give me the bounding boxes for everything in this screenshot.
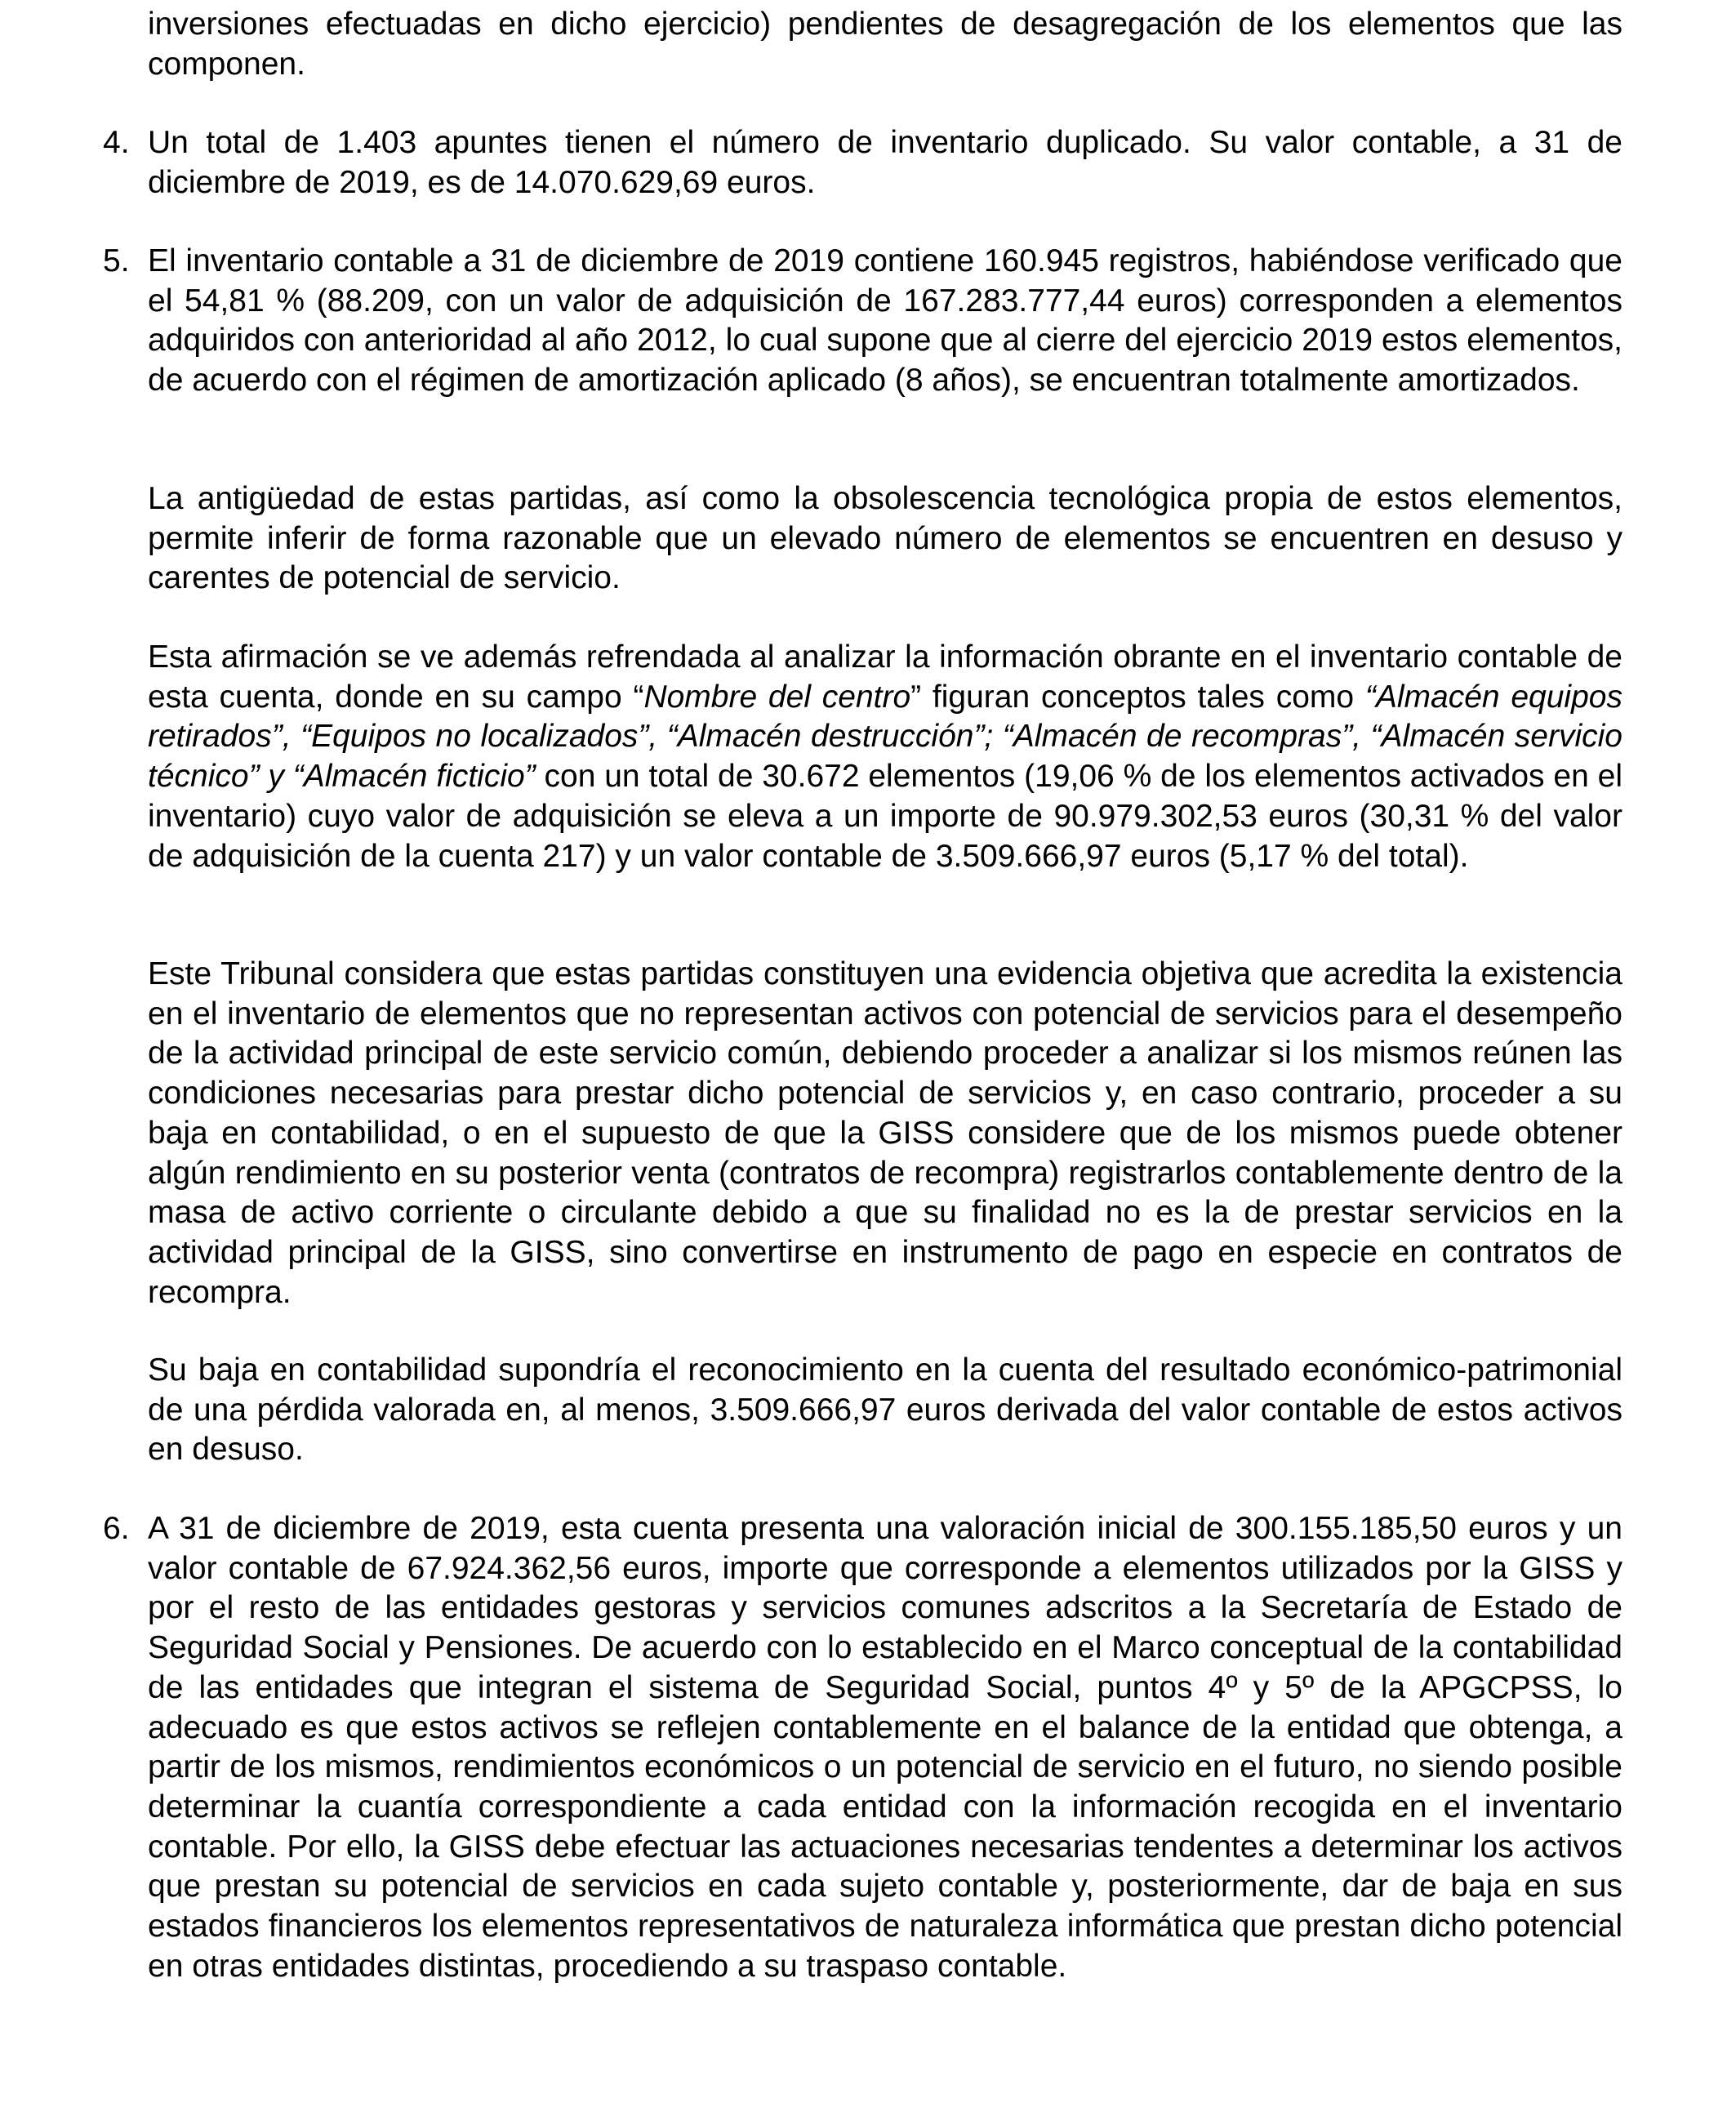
paragraph-baja: Su baja en contabilidad supondría el reconocimiento en la cuenta del resultado económico-patrimonial de una pérdida valorada en, al menos, 3.509.666,97 euros derivada del valor contable de estos activos en desuso. (148, 1352, 1622, 1468)
item-text: A 31 de diciembre de 2019, esta cuenta presenta una valoración inicial de 300.155.185,50 euros y un valor contable de 67.924.362,56 euros, importe que corresponde a elementos utilizados por la GISS y por el resto de las entidades gestoras y servicios comunes adscritos a la Secretaría de Estado de Seguridad Social y Pensiones. De acuerdo con lo establecido en el Marco conceptual de la contabilidad de las entidades que integran el sistema de Seguridad Social, puntos 4º y 5º de la APGCPSS, lo adecuado es que estos activos se reflejen contablemente en el balance de la entidad que obtenga, a partir de los mismos, rendimientos económicos o un potencial de servicio en el futuro, no siendo posible determinar la cuantía correspondiente a cada entidad con la información recogida en el inventario contable. Por ello, la GISS debe efectuar las actuaciones necesarias tendentes a determinar los activos que prestan su potencial de servicios en cada sujeto contable y, posteriormente, dar de baja en sus estados financieros los elementos representativos de naturaleza informática que prestan dicho potencial en otras entidades distintas, procediendo a su traspaso contable. (148, 1511, 1622, 1984)
item-text: El inventario contable a 31 de diciembre de 2019 contiene 160.945 registros, habiéndose verificado que el 54,81 % (88.209, con un valor de adquisición de 167.283.777,44 euros) corresponden a elementos adquiridos con anterioridad al año 2012, lo cual supone que al cierre del ejercicio 2019 estos elementos, de acuerdo con el régimen de amortización aplicado (8 años), se encuentran totalmente amortizados. (148, 243, 1622, 399)
paragraph-afirmacion: Esta afirmación se ve además refrendada al analizar la información obrante en el inventario contable de esta cuenta, donde en su campo “Nombre del centro” figuran conceptos tales como “Almacén equipos retirados”, “Equipos no localizados”, “Almacén destrucción”; “Almacén de recompras”, “Almacén servicio técnico” y “Almacén ficticio” con un total de 30.672 elementos (19,06 % de los elementos activados en el inventario) cuyo valor de adquisición se eleva a un importe de 90.979.302,53 euros (30,31 % del valor de adquisición de la cuenta 217) y un valor contable de 3.509.666,97 euros (5,17 % del total). (148, 639, 1622, 874)
continuation-paragraph: inversiones efectuadas en dicho ejercicio) pendientes de desagregación de los elementos que las componen. (148, 7, 1622, 82)
item-number: 5. (103, 243, 130, 278)
italic-field-name: Nombre del centro (643, 679, 911, 715)
list-item-4 (103, 123, 1622, 203)
list-item-6 (103, 1509, 1622, 1986)
list-item-5 (103, 242, 1622, 401)
italic-concepts: “Almacén equipos retirados”, “Equipos no localizados”, “Almacén destrucción”; “Almacén de recompras”, “Almacén servicio técnico” y “Almacén ficticio” (148, 679, 1622, 795)
paragraph-antiguedad: La antigüedad de estas partidas, así como la obsolescencia tecnológica propia de estos elementos, permite inferir de forma razonable que un elevado número de elementos se encuentren en desuso y carentes de potencial de servicio. (148, 481, 1622, 596)
item-number: 4. (103, 125, 130, 160)
paragraph-tribunal: Este Tribunal considera que estas partidas constituyen una evidencia objetiva que acredita la existencia en el inventario de elementos que no representan activos con potencial de servicios para el desempeño de la actividad principal de este servicio común, debiendo proceder a analizar si los mismos reúnen las condiciones necesarias para prestar dicho potencial de servicios y, en caso contrario, proceder a su baja en contabilidad, o en el supuesto de que la GISS considere que de los mismos puede obtener algún rendimiento en su posterior venta (contratos de recompra) registrarlos contablemente dentro de la masa de activo corriente o circulante debido a que su finalidad no es la de prestar servicios en la actividad principal de la GISS, sino convertirse en instrumento de pago en especie en contratos de recompra. (148, 956, 1622, 1310)
item-number: 6. (103, 1511, 130, 1546)
item-text: Un total de 1.403 apuntes tienen el número de inventario duplicado. Su valor contable, a 31 de diciembre de 2019, es de 14.070.629,69 euros. (148, 125, 1622, 200)
